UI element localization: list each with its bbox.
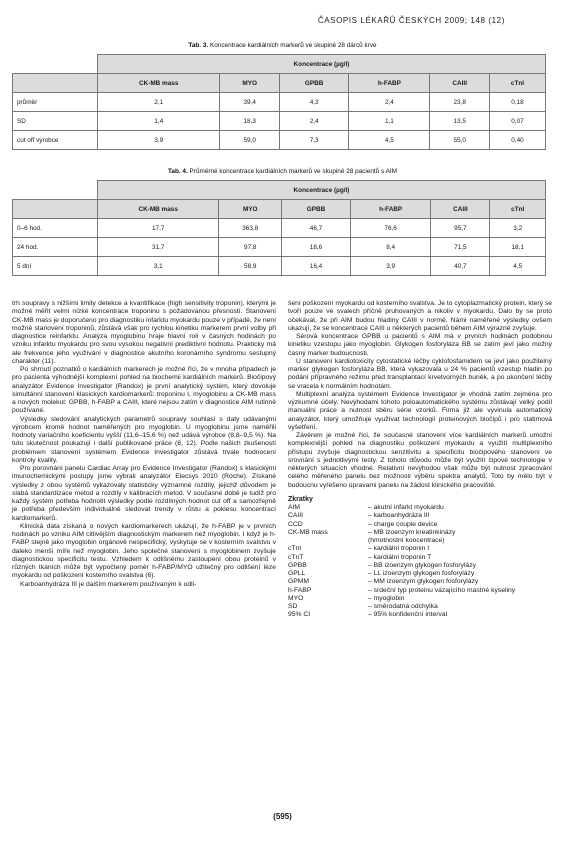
table-cell: 3,9 <box>98 131 220 150</box>
table-cell: 16,4 <box>282 257 351 276</box>
paragraph: Závěrem je možné říci, že současné stanovení více kardiálních markerů umožní komplexnější pohled na diagnostiku poškození myokardu a využití multiplexního přístupu zvyšuje diagnostickou senzitivitu a specificitu biočipového stanovení ve srovnání s jednotlivými testy. Z tohoto důvodu může být využití čipové technologie v některých situacích vhodné. Relativní nevýhodou však může být nutnost zpracování celého měřeného panelu bez možnosti výběru spektra analytů. Toto by mělo být v budoucnu vyřešeno úpravami panelu na žádost klinického pracoviště. <box>288 432 552 489</box>
row-label: 24 hod. <box>13 238 98 257</box>
table-cell: 55,0 <box>430 131 490 150</box>
abbr-value: – karboanhydráza III <box>368 512 430 520</box>
list-item <box>288 554 552 562</box>
table3-label: Tab. 3. <box>188 42 209 49</box>
list-item <box>288 595 552 603</box>
left-column <box>12 300 276 589</box>
row-label: průměr <box>13 93 98 112</box>
abbr-value: – LL izoenzym glykogen fosforylázy <box>368 570 475 577</box>
table3-col-header: CAIII <box>430 74 490 93</box>
table-row <box>13 257 546 276</box>
table3-col-header: h-FABP <box>349 74 430 93</box>
abbr-value: – kardiální troponin T <box>368 553 432 561</box>
list-item <box>288 603 552 611</box>
table4-corner <box>13 181 98 200</box>
table4-col-header: cTnI <box>490 200 546 219</box>
table-cell: 2,4 <box>349 93 430 112</box>
table4-col-header: MYO <box>219 200 282 219</box>
table-cell: 2,4 <box>279 112 348 131</box>
abbr-value: – charge couple device <box>368 520 438 528</box>
row-label: 5 dní <box>13 257 98 276</box>
table-cell: 97,8 <box>219 238 282 257</box>
table-cell: 23,8 <box>430 93 490 112</box>
paragraph: Sérová koncentrace GPBB u pacientů s AIM má v prvních hodinách podobnou kinetiku vzestupu jako myoglobin. Glykogen fosforyláza BB se zatím jeví jako možný časný marker budoucnosti. <box>288 333 552 357</box>
table-cell: 40,7 <box>431 257 490 276</box>
abbreviations-list <box>288 504 552 620</box>
list-item <box>288 512 552 520</box>
abbr-value: – 95% konfidenční interval <box>368 611 448 619</box>
table3 <box>12 54 546 150</box>
abbr-value: – směrodatná odchylka <box>368 603 438 610</box>
table3-col-header: GPBB <box>279 74 348 93</box>
abbr-key: CK-MB mass <box>288 528 328 536</box>
list-item <box>288 529 552 537</box>
table3-group-header: Koncentrace (µg/l) <box>98 55 546 74</box>
table4-col-header: CK-MB mass <box>98 200 219 219</box>
table3-corner <box>13 55 98 74</box>
abbr-key: cTnI <box>288 545 302 553</box>
paragraph: Klinická data získaná o nových kardiomarkerech ukázují, že h-FABP je v prvních hodinách po vzniku AIM citlivějším diagnostickým markerem než myoglobin. I když je h-FABP stejně jako myoglobin orgánově nespecifický, vyskytuje se v kosterním svalstvu v daleko menší míře než myoglobin. Jeho společné stanovení s myoglobinem zvyšuje diagnostickou specificitu testu. Vzhledem k odlišnému zastoupení obou proteinů v různých tkáních může být vypočtený poměr h-FABP/MYO užitečný pro odlišení léze myokardu od poškození kosterního svalstva (6). <box>12 522 276 580</box>
journal-header: ČASOPIS LÉKAŘŮ ČESKÝCH 2009; 148 (12) <box>317 16 505 25</box>
right-column <box>288 300 552 620</box>
table-cell: 46,7 <box>282 219 351 238</box>
row-label: 0–6 hod. <box>13 219 98 238</box>
table4-caption-text: Průměrné koncentrace kardiálních markerů ve skupině 28 pacientů s AIM <box>189 168 397 175</box>
table-cell: 39,4 <box>220 93 280 112</box>
table-cell: 3,2 <box>490 219 546 238</box>
table-cell: 58,9 <box>219 257 282 276</box>
table-cell: 59,0 <box>220 131 280 150</box>
table-cell: 71,5 <box>431 238 490 257</box>
paragraph: Multiplexní analýza systémem Evidence Investigator je vhodná zatím zejména pro výzkumné účely. Nevýhodami tohoto poloautomatického systému zůstávají velký podíl manuální práce a nutnost sběru série vzorků. Firma již ale vyvinula automatický analyzátor, který umožňuje využívat technologii proteinových biočipů i pro statimová vyšetření. <box>288 390 552 431</box>
table-cell: 363,8 <box>219 219 282 238</box>
table-row <box>13 112 546 131</box>
table-row <box>13 238 546 257</box>
table-cell: 18,3 <box>220 112 280 131</box>
abbr-key: 95% CI <box>288 611 311 619</box>
abbr-key: MYO <box>288 594 304 602</box>
table-cell: 76,6 <box>350 219 430 238</box>
table-cell: 7,3 <box>279 131 348 150</box>
table-cell: 0,18 <box>489 93 545 112</box>
abbr-value: – myoglobin <box>368 594 405 602</box>
table3-stub-header <box>13 74 98 93</box>
abbr-key: CAIII <box>288 512 304 520</box>
table3-caption <box>0 42 565 49</box>
table-cell: 4,5 <box>490 257 546 276</box>
page-number: (595) <box>273 812 292 821</box>
abbr-value: (hmotnostní koncentrace) <box>368 537 445 544</box>
list-item <box>288 587 552 595</box>
paragraph: U stanovení kardiotoxicity cytostatické léčby cyklofosfamidem se jeví jako použitelný marker glykogen fosforyláza BB, která vykazovala u 24 % pacientů vzestup hladin po podání přípravného režimu před transplantací krvetvorných buněk, a po ukončení léčby se vracela k normálním hodnotám. <box>288 357 552 390</box>
abbr-key: AIM <box>288 504 301 511</box>
paragraph: Karboanhydráza III je dalším markerem používaným k odli- <box>20 580 197 588</box>
abbr-value: – kardiální troponin I <box>368 545 430 553</box>
table-row <box>13 219 546 238</box>
table-cell: 1,1 <box>349 112 430 131</box>
table4-col-header: CAIII <box>431 200 490 219</box>
table-cell: 0,40 <box>489 131 545 150</box>
row-label: cut off výrobce <box>13 131 98 150</box>
abbr-value: – BB izoenzym glykogen fosforylázy <box>368 561 477 569</box>
table4 <box>12 180 546 276</box>
abbr-value: – srdeční typ proteinu vázajícího mastné kyseliny <box>368 586 516 594</box>
abbr-key: GPBB <box>288 561 307 569</box>
list-item <box>288 570 552 578</box>
paragraph: šení poškození myokardu od kosterního svalstva. Je to cytoplazmatický protein, který se tvoří pouze ve svalech příčně pruhovaných a nikoliv v myokardu. Dalo by se proto očekávat, že při AIM budou hladiny CAIII v normě. Námi naměřené výsledky ovšem ukazují, že se koncentrace CAIII u některých pacientů během AIM výrazně zvyšuje. <box>288 300 552 332</box>
list-item <box>288 578 552 586</box>
abbr-value: – akutní infarkt myokardu <box>368 504 444 511</box>
table-cell: 8,4 <box>350 238 430 257</box>
abbreviations-title: Zkratky <box>288 495 313 503</box>
list-item <box>288 504 552 512</box>
table-row <box>13 131 546 150</box>
table4-stub-header <box>13 200 98 219</box>
table4-group-header: Koncentrace (µg/l) <box>98 181 546 200</box>
list-item <box>288 562 552 570</box>
table-cell: 2,1 <box>98 93 220 112</box>
table-cell: 3,1 <box>98 257 219 276</box>
table4-caption <box>0 168 565 175</box>
table-row <box>13 93 546 112</box>
abbr-value: – MM izoenzym glykogen fosforylázy <box>368 578 479 586</box>
table4-col-header: h-FABP <box>350 200 430 219</box>
abbr-key: cTnT <box>288 553 304 561</box>
paragraph: Výsledky sledování analytických parametrů soupravy souhlasí s daty udávanými výrobcem kromě hodnot naměřených pro myoglobin. U myoglobinu jsme naměřili hodnoty variačního koeficientu vyšší (11,6–15,6 %) než udává výrobce (8,8–9,5 %). Na tuto skutečnost poukazují i další publikované práce (8, 12). Podle našich zkušeností problémem stanovení systémem Evidence Investigator zůstává trvale hodnocení kontroly kvality. <box>12 415 276 464</box>
abbr-key: GPLL <box>288 570 306 577</box>
paragraph: Pro porovnání panelu Cardiac Array pro Evidence Investigator (Randox) s klasickými imunochemickými postupy jsme vybrali analyzátor Elecsys 2010 (Roche). Získané výsledky z obou systémů vykazovaly statisticky významné rozdíly, jejichž důvodem je slabá standardizace metod a rozdíly v kalibracích metod. V současné době je tudíž pro každý systém potřeba hodnotit výsledky podle rozdílných hodnot cut off a samozřejmě je potřeba především individuálně sledovat trendy v růstu a poklesu koncentrací kardiomarkerů. <box>12 465 276 522</box>
abbr-key: h-FABP <box>288 586 312 594</box>
row-label: SD <box>13 112 98 131</box>
list-item <box>288 521 552 529</box>
table-cell: 95,7 <box>431 219 490 238</box>
table-cell: 17,7 <box>98 219 219 238</box>
table3-col-header: cTnI <box>489 74 545 93</box>
list-item <box>288 545 552 553</box>
table-cell: 18,6 <box>282 238 351 257</box>
table-cell: 3,9 <box>350 257 430 276</box>
paragraph: trh soupravy s nižšími limity detekce a kvantifikace (high sensitivity troponin), kterými je možné měřit velmi nízké koncentrace troponinu s požadovanou přesností. Stanovení CK-MB mass je doporučeno pro diagnostiku infarktu myokardu pouze v případě, že není možné stanovení troponinů, zůstává však pro rychlou kinetiku markerem první volby při diagnostice reinfarktu. Analýza myoglobinu hraje hlavní roli v časných hodinách po vzniku infarktu myokardu pro svou vysokou negativní prediktivní hodnotu. Prakticky má ale frekvence jeho využívání v diagnostice akutního koronárního syndromu sestupný charakter (11). <box>12 300 276 365</box>
abbr-key: SD <box>288 603 298 610</box>
table-cell: 31,7 <box>98 238 219 257</box>
table3-caption-text: Koncentrace kardiálních markerů ve skupině 28 dárců krve <box>209 42 377 49</box>
table-cell: 13,5 <box>430 112 490 131</box>
table4-col-header: GPBB <box>282 200 351 219</box>
table3-col-header: MYO <box>220 74 280 93</box>
table-cell: 1,4 <box>98 112 220 131</box>
abbr-key: GPMM <box>288 578 309 586</box>
table4-label: Tab. 4. <box>167 168 188 175</box>
paragraph: Po shrnutí poznatků o kardiálních markerech je možné říci, že v mnoha případech je pro pacienta výhodnější komplexní pohled na biochemii kardiálních markerů. Biočipový analyzátor Evidence Investigator (Randox) je první analytický systém, který dovoluje simultánní stanovení klasických kardiomarkerů: troponinu I, myoglobinu a CK-MB mass a nových molekul: GPBB, h-FABP a CAIII, které nejsou zatím v diagnostice AIM rutinně používané. <box>12 366 276 415</box>
table-cell: 4,3 <box>279 93 348 112</box>
list-item <box>288 611 552 619</box>
table-cell: 0,07 <box>489 112 545 131</box>
table-cell: 4,5 <box>349 131 430 150</box>
table-cell: 18,1 <box>490 238 546 257</box>
abbr-value: – MB izoenzym kreatinkinázy <box>368 528 456 536</box>
abbr-key: CCD <box>288 520 303 528</box>
list-item <box>288 537 552 545</box>
table3-col-header: CK-MB mass <box>98 74 220 93</box>
